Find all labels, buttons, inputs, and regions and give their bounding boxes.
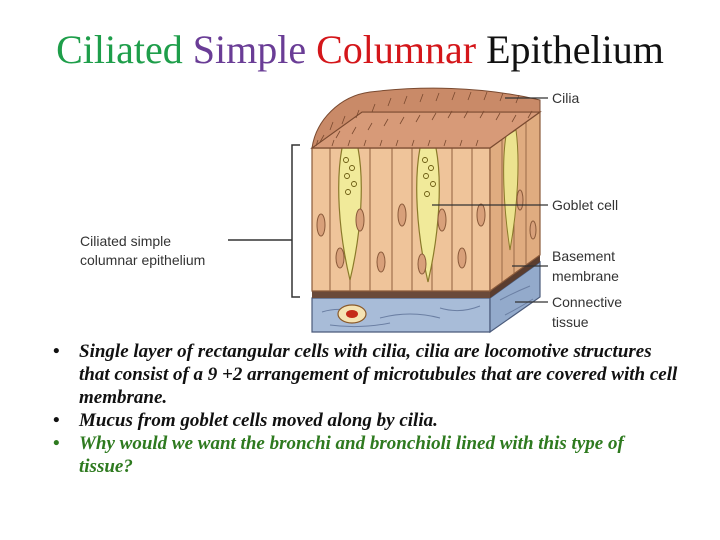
label-connective: Connective — [552, 294, 623, 310]
bullet-text: Mucus from goblet cells moved along by cilia. — [79, 410, 438, 431]
bullet-text: Single layer of rectangular cells with cilia, cilia are locomotive structures that consist of a 9 +2 arrangement of microtubules that are covered with cell membrane. — [79, 341, 678, 408]
bullet-item — [50, 409, 680, 432]
title-word-simple: Simple — [192, 27, 307, 72]
bullet-item — [50, 340, 680, 409]
title-word-columnar: Columnar — [316, 27, 477, 72]
basement-membrane — [312, 291, 490, 298]
title-word-epithelium: Epithelium — [486, 27, 664, 72]
label-goblet-cell: Goblet cell — [552, 197, 619, 213]
bullet-text: Why would we want the bronchi and bronchioli lined with this type of tissue? — [79, 433, 624, 477]
label-basement: Basement — [552, 248, 616, 264]
bullet-dot: • — [53, 341, 60, 362]
bullet-dot: • — [53, 410, 60, 431]
label-membrane: membrane — [552, 268, 619, 284]
bullet-list — [50, 340, 680, 478]
label-tissue: tissue — [552, 314, 589, 330]
tissue-illustration — [312, 88, 540, 332]
label-ciliated-simple: Ciliated simple — [80, 233, 172, 249]
label-cilia: Cilia — [552, 90, 580, 106]
bullet-item-question — [50, 432, 680, 478]
title-word-ciliated: Ciliated — [56, 27, 183, 72]
bullet-dot: • — [53, 433, 60, 454]
label-columnar-epithelium: columnar epithelium — [80, 252, 206, 268]
epithelium-bracket — [292, 145, 300, 297]
